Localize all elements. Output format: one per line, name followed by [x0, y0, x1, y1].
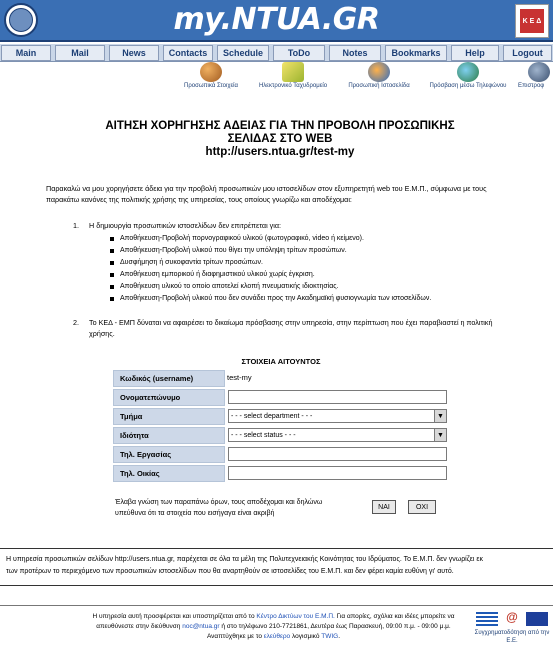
footer-fragment: . — [338, 633, 341, 640]
list-item: Αποθήκευση-Προβολή υλικού που δεν συνάδει προς την Ακαδημαϊκή φυσιογνωμία των ιστοσελίδων. — [110, 293, 510, 305]
nav-contacts[interactable]: Contacts — [163, 45, 213, 61]
term-text: Η δημιουργία προσωπικών ιστοσελίδων δεν επιτρέπεται για: — [89, 221, 282, 230]
list-item: Δυσφήμηση ή συκοφαντία τρίτων προσώπων. — [110, 257, 510, 269]
service-email[interactable] — [250, 62, 336, 96]
title-line: ΑΙΤΗΣΗ ΧΟΡΗΓΗΣΗΣ ΑΔΕΙΑΣ ΓΙΑ ΤΗΝ ΠΡΟΒΟΛΗ ΠΡΟΣΩΠΙΚΗΣ — [105, 120, 455, 132]
username-row — [113, 369, 449, 388]
free-software-link[interactable]: ελεύθερο — [263, 633, 291, 640]
list-item: Αποθήκευση-Προβολή υλικού που θίγει την υπόληψη τρίτων προσώπων. — [110, 245, 510, 257]
service-label: Επιστροφ — [518, 83, 545, 89]
nav-logout[interactable]: Logout — [503, 45, 552, 61]
twig-link[interactable]: TWIG — [321, 633, 339, 640]
footer-fragment: λογισμικό — [290, 633, 322, 640]
service-label: Ηλεκτρονικό Ταχυδρομείο — [258, 83, 328, 89]
department-selected: - - - select department - - - — [231, 412, 313, 420]
intro-paragraph: Παρακαλώ να μου χορηγήσετε άδεια για την προβολή προσωπικών μου ιστοσελίδων στον εξυπηρετητή web του Ε.Μ.Π., σύμφωνα με τους παρακάτω κανόνες της πολιτικής χρήσης της υπηρεσίας, τους οποίους γνωρίζω και αποδέχομαι: — [46, 184, 487, 204]
status-row — [113, 426, 449, 445]
applicant-form — [113, 369, 449, 483]
home-phone-input[interactable] — [228, 466, 447, 480]
title-url: http://users.ntua.gr/test-my — [205, 146, 355, 158]
chevron-down-icon[interactable]: ▼ — [434, 429, 446, 441]
fullname-label: Ονοματεπώνυμο — [113, 389, 225, 406]
department-label: Τμήμα — [113, 408, 225, 425]
ked-logo[interactable] — [515, 4, 549, 38]
term-number: 2. — [73, 318, 79, 327]
service-personal-page[interactable] — [340, 62, 418, 96]
footer-fragment: Η υπηρεσία αυτή προσφέρεται και υποστηρίζεται από το — [92, 613, 257, 620]
disclaimer-notice — [0, 548, 553, 586]
cofunding-logos — [472, 610, 552, 646]
nav-main[interactable]: Main — [1, 45, 51, 61]
footer-divider — [0, 605, 553, 606]
form-title: ΣΤΟΙΧΕΙΑ ΑΙΤΟΥΝΤΟΣ — [241, 357, 321, 366]
information-society-icon: @ — [506, 610, 518, 624]
main-nav — [0, 44, 553, 62]
fullname-input[interactable] — [228, 390, 447, 404]
term-number: 1. — [73, 221, 79, 230]
service-label: Προσωπική Ιστοσελίδα — [348, 83, 410, 89]
work-phone-row — [113, 445, 449, 464]
status-selected: - - - select status - - - — [231, 431, 296, 439]
term-text: Το ΚΕΔ - ΕΜΠ δύναται να αφαιρέσει το δικαίωμα πρόσβασης στην υπηρεσία, στην περίπτωση που έχει παραβιαστεί η πολιτική χρήσης. — [89, 318, 493, 338]
nav-notes[interactable]: Notes — [329, 45, 381, 61]
services-bar — [0, 62, 553, 96]
nav-mail[interactable]: Mail — [55, 45, 105, 61]
footer-text — [82, 612, 465, 642]
top-header — [0, 0, 553, 42]
site-title: my.NTUA.GR — [173, 2, 380, 37]
noc-link[interactable]: Κέντρο Δικτύων του Ε.Μ.Π. — [256, 613, 335, 620]
list-item: Αποθήκευση υλικού το οποίο αποτελεί κλοπή πνευματικής ιδιοκτησίας. — [110, 281, 510, 293]
no-button[interactable]: ΟΧΙ — [408, 500, 436, 514]
yes-button[interactable]: ΝΑΙ — [372, 500, 396, 514]
nav-bookmarks[interactable]: Bookmarks — [385, 45, 447, 61]
return-icon — [528, 62, 550, 82]
nav-schedule[interactable]: Schedule — [217, 45, 269, 61]
list-item: Αποθήκευση-Προβολή πορνογραφικού υλικού (φωτογραφικό, video ή κείμενο). — [110, 233, 510, 245]
username-label: Κωδικός (username) — [113, 370, 225, 387]
agreement-text: Έλαβα γνώση των παραπάνω όρων, τους αποδέχομαι και δηλώνω υπεύθυνα ότι τα στοιχεία που εισήγαγα είναι ακριβή — [115, 499, 323, 517]
ked-logo-icon: K E Δ — [520, 9, 544, 33]
chevron-down-icon[interactable]: ▼ — [434, 410, 446, 422]
eu-flag-icon — [526, 612, 548, 626]
email-link[interactable]: noc@ntua.gr — [182, 623, 220, 630]
home-phone-row — [113, 464, 449, 483]
home-phone-label: Τηλ. Οικίας — [113, 465, 225, 482]
status-select[interactable] — [228, 428, 447, 442]
term-1-bullets — [110, 233, 510, 305]
people-icon — [200, 62, 222, 82]
page-title — [40, 120, 520, 159]
service-label: Πρόσβαση μέσω Τηλεφώνου — [429, 83, 507, 89]
service-phone-access[interactable] — [421, 62, 515, 96]
mail-icon — [282, 62, 304, 82]
greek-flag-icon — [476, 612, 498, 626]
notice-line: των προτέρων το περιεχόμενο των προσωπικών ιστοσελίδων που θα αναρτηθούν σε ιστοσελίδες του Ε.Μ.Π. και δεν φέρει καμία ευθύνη γι' αυτό. — [6, 568, 454, 575]
footer-fragment: Για απορίες, σχόλια και ιδέες μπορείτε να απευθύνεστε στην διεύθυνση — [96, 613, 455, 630]
department-select[interactable] — [228, 409, 447, 423]
web-icon — [368, 62, 390, 82]
department-row — [113, 407, 449, 426]
service-return[interactable] — [518, 62, 553, 96]
phone-icon — [457, 62, 479, 82]
nav-help[interactable]: Help — [451, 45, 499, 61]
status-label: Ιδιότητα — [113, 427, 225, 444]
nav-todo[interactable]: ToDo — [273, 45, 325, 61]
title-line: ΣΕΛΙΔΑΣ ΣΤΟ WEB — [227, 133, 333, 145]
work-phone-label: Τηλ. Εργασίας — [113, 446, 225, 463]
fullname-row — [113, 388, 449, 407]
notice-line: Η υπηρεσία προσωπικών σελίδων http://users.ntua.gr, παρέχεται σε όλα τα μέλη της Πολυτεχνειακής Κοινότητας του Ιδρύματος. Το Ε.Μ.Π. δεν γνωρίζει εκ — [6, 556, 484, 563]
footer-fragment: ή στο τηλέφωνο 210-7721861, Δευτέρα έως Παρασκευή, 09:00 π.μ. - 09:00 μ.μ. Αναπτύχθηκε με το — [206, 623, 451, 640]
nav-news[interactable]: News — [109, 45, 159, 61]
service-label: Προσωπικά Στοιχεία — [184, 83, 238, 89]
list-item: Αποθήκευση εμπορικού ή διαφημιστικού υλικού χωρίς έγκριση. — [110, 269, 510, 281]
work-phone-input[interactable] — [228, 447, 447, 461]
cofunding-caption: Συγχρηματοδότηση από την Ε.Ε. — [474, 630, 550, 644]
service-personal-info[interactable] — [176, 62, 246, 96]
username-value: test-my — [227, 373, 252, 382]
